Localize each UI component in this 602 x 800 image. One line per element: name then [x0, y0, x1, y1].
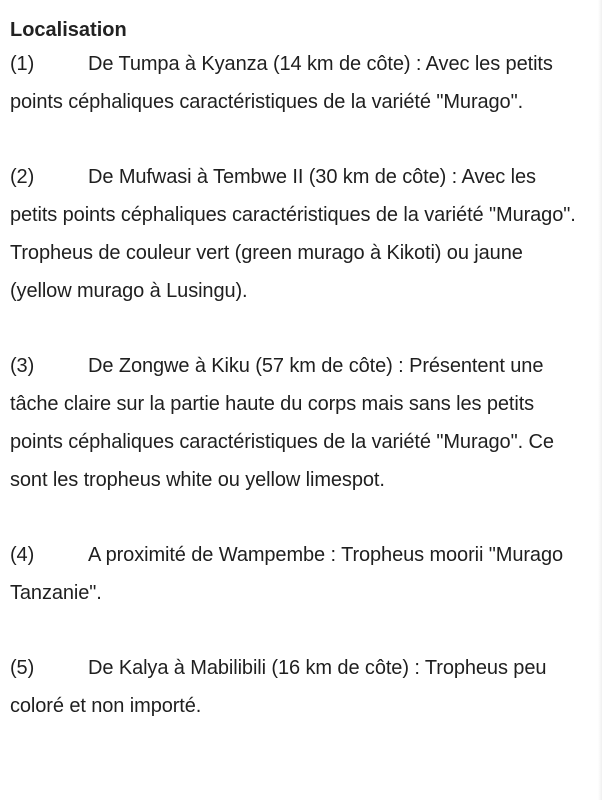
item-text: De Zongwe à Kiku (57 km de côte) : Présentent une tâche claire sur la partie haute du corps mais sans les petits points céphaliques caractéristiques de la variété "Murago". Ce sont les tropheus white ou yellow limespot.	[10, 355, 554, 491]
item-number: (5)	[10, 657, 35, 679]
section-heading: Localisation	[10, 19, 127, 41]
item-text: De Kalya à Mabilibili (16 km de côte) : Tropheus peu coloré et non importé.	[10, 657, 547, 717]
item-number: (4)	[10, 544, 35, 566]
list-item	[10, 536, 588, 612]
item-number: (3)	[10, 355, 35, 377]
list-item	[10, 649, 588, 725]
item-text: De Mufwasi à Tembwe II (30 km de côte) : Avec les petits points céphaliques caractéristiques de la variété "Murago". Tropheus de couleur vert (green murago à Kikoti) ou jaune (yellow murago à Lusingu).	[10, 166, 576, 302]
item-number: (1)	[10, 53, 35, 75]
item-number: (2)	[10, 166, 35, 188]
item-text: De Tumpa à Kyanza (14 km de côte) : Avec les petits points céphaliques caractéristiques de la variété "Murago".	[10, 53, 553, 113]
list-item	[10, 45, 588, 121]
list-item	[10, 158, 588, 310]
item-text: A proximité de Wampembe : Tropheus moorii "Murago Tanzanie".	[10, 544, 563, 604]
edge-shadow	[598, 0, 602, 800]
list-item	[10, 347, 588, 499]
